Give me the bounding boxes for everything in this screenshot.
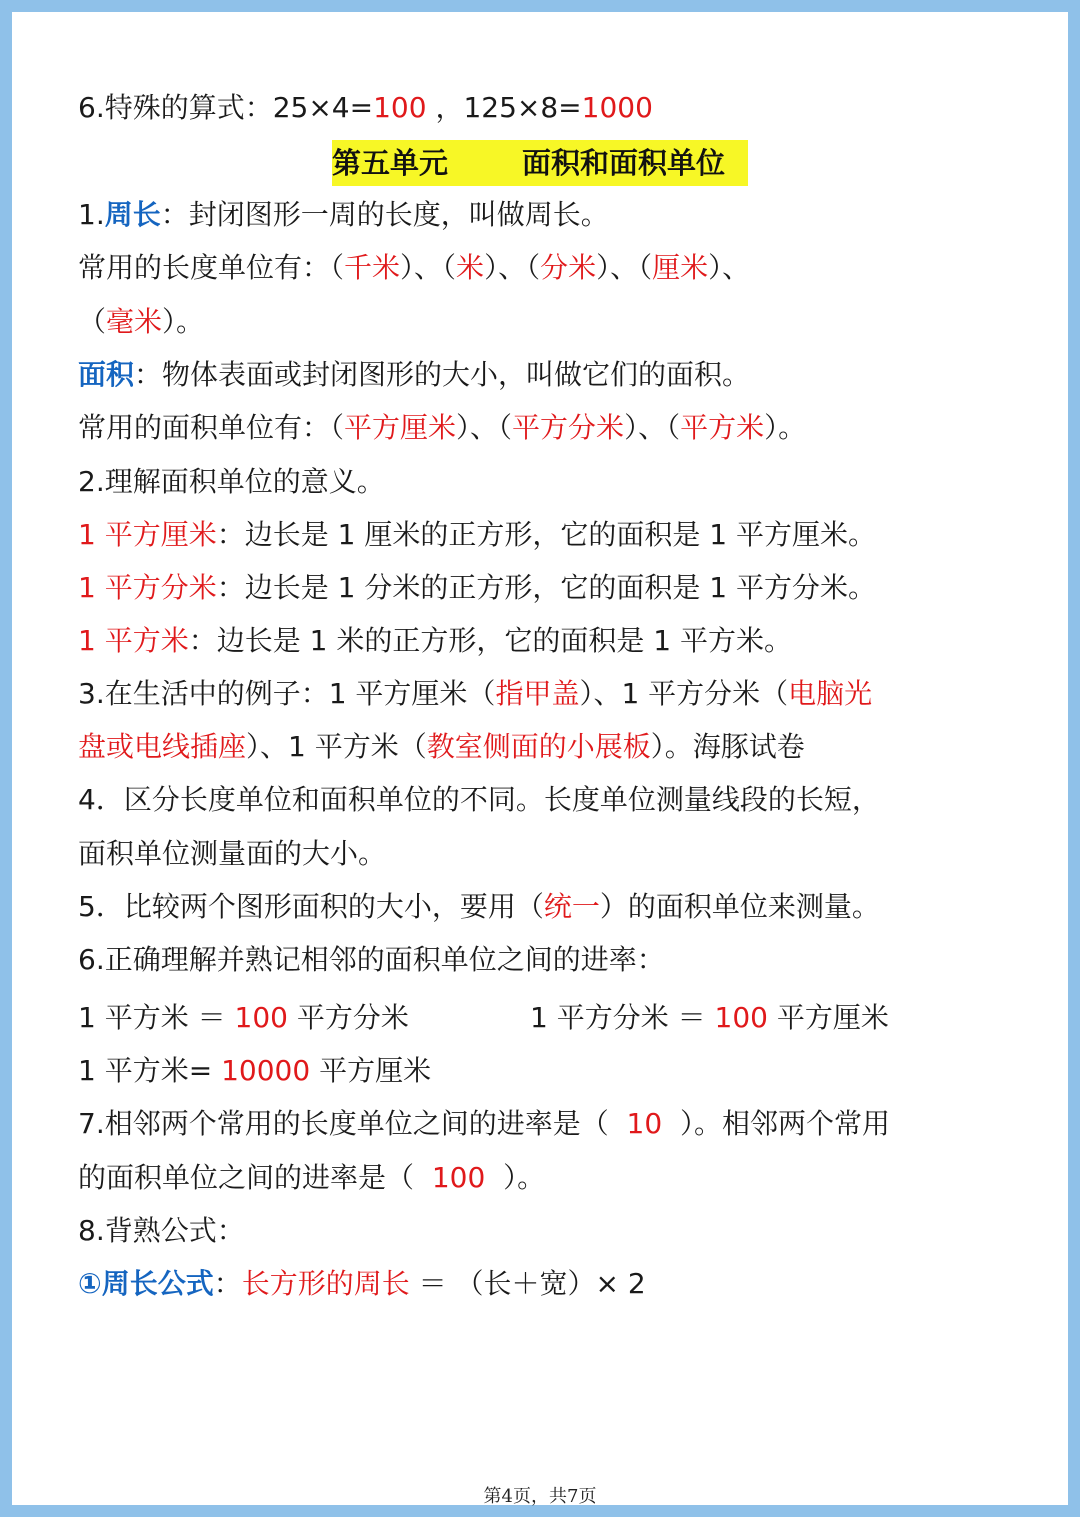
unit-meaning: ：边长是 1 米的正方形，它的面积是 1 平方米。 (188, 624, 792, 657)
section-text: ）的面积单位来测量。 (599, 890, 880, 923)
section-6-heading: 6.正确理解并熟记相邻的面积单位之间的进率： (78, 943, 665, 976)
unit-meaning-row (78, 621, 792, 661)
rate-answer: 10 (626, 1107, 663, 1140)
examples-line-2 (78, 727, 805, 767)
formula-answer: 100 (373, 91, 427, 124)
unit-term: 1 平方厘米 (78, 518, 217, 551)
unit-answer: 分米 (540, 251, 597, 284)
document-page (12, 12, 1068, 1505)
formula-text: 6.特殊的算式：25×4= (78, 91, 374, 124)
section-text: 7.相邻两个常用的长度单位之间的进率是（ (78, 1107, 609, 1140)
formula-colon: ： (213, 1267, 242, 1300)
page-footer: 第4页，共7页 (483, 1486, 597, 1507)
section-answer: 统一 (543, 890, 600, 923)
formula-label: ①周长公式 (78, 1267, 214, 1300)
rate-answer: 100 (431, 1161, 486, 1194)
separator: ）、（ (624, 411, 681, 444)
section-5-line (78, 887, 880, 927)
length-units-line-2 (78, 302, 204, 342)
section-4-line-2: 面积单位测量面的大小。 (78, 837, 387, 870)
unit-answer: 厘米 (652, 251, 709, 284)
definition-text: ：物体表面或封闭图形的大小，叫做它们的面积。 (134, 358, 751, 391)
examples-line-1 (78, 674, 872, 714)
example-answer: 电脑光 (788, 677, 873, 710)
unit-term: 1 平方米 (78, 624, 189, 657)
section-text: ）。 (503, 1161, 546, 1194)
section-7-line-2 (78, 1158, 545, 1198)
equation-text: 平方厘米 (776, 1001, 889, 1034)
unit-answer: 千米 (344, 251, 401, 284)
area-definition (78, 355, 750, 395)
units-intro: 常用的长度单位有：（ (78, 251, 345, 284)
unit-title (332, 140, 748, 186)
section-4-line-1: 4．区分长度单位和面积单位的不同。长度单位测量线段的长短， (78, 783, 880, 816)
special-formula-line (78, 88, 653, 128)
example-answer: 指甲盖 (495, 677, 580, 710)
area-units-line (78, 408, 806, 448)
perimeter-definition (78, 195, 609, 235)
example-answer: 教室侧面的小展板 (426, 730, 651, 763)
unit-answer: 米 (456, 251, 485, 284)
equation-text: 平方厘米 (319, 1054, 432, 1087)
item-number: 1. (78, 198, 105, 231)
example-text: ）、1 平方分米（ (579, 677, 789, 710)
unit-term: 1 平方分米 (78, 571, 217, 604)
formula-term: 长方形的周长 (241, 1267, 410, 1300)
separator: ）、（ (456, 411, 513, 444)
section-8-heading: 8.背熟公式： (78, 1214, 245, 1247)
unit-meaning-row (78, 568, 876, 608)
line-end: ）。 (162, 305, 205, 338)
conversion-3 (78, 1051, 431, 1091)
equation-text: 1 平方米 ＝ (78, 1001, 226, 1034)
bracket: （ (78, 305, 107, 338)
example-answer: 盘或电线插座 (78, 730, 247, 763)
equation-text: 1 平方分米 ＝ (530, 1001, 706, 1034)
section-text: 的面积单位之间的进率是（ (78, 1161, 415, 1194)
section-7-line-1 (78, 1104, 890, 1144)
unit-answer: 平方分米 (512, 411, 625, 444)
unit-answer: 毫米 (106, 305, 163, 338)
equation-text: 平方分米 (296, 1001, 409, 1034)
length-units-line (78, 248, 750, 288)
definition-text: ：封闭图形一周的长度，叫做周长。 (160, 198, 609, 231)
unit-answer: 平方米 (680, 411, 765, 444)
equation-text: 1 平方米= (78, 1054, 213, 1087)
unit-number: 第五单元 (332, 146, 449, 180)
example-text: 3.在生活中的例子：1 平方厘米（ (78, 677, 496, 710)
formula-answer: 1000 (581, 91, 653, 124)
example-text: ）。海豚试卷 (650, 730, 805, 763)
separator: ）、（ (484, 251, 541, 284)
unit-meaning: ：边长是 1 分米的正方形，它的面积是 1 平方分米。 (216, 571, 876, 604)
unit-meaning: ：边长是 1 厘米的正方形，它的面积是 1 平方厘米。 (216, 518, 876, 551)
conversion-value: 100 (234, 1001, 288, 1034)
perimeter-formula (78, 1264, 646, 1304)
conversion-value: 10000 (221, 1054, 311, 1087)
separator: ）、（ (400, 251, 457, 284)
section-2-heading: 2.理解面积单位的意义。 (78, 465, 385, 498)
conversion-1 (78, 998, 409, 1038)
example-text: ）、1 平方米（ (246, 730, 427, 763)
units-intro: 常用的面积单位有：（ (78, 411, 345, 444)
separator: ）、 (708, 251, 751, 284)
separator: ）、（ (596, 251, 653, 284)
line-end: ）。 (764, 411, 807, 444)
formula-expression: ＝ （长＋宽）× 2 (409, 1267, 646, 1300)
section-text: 5．比较两个图形面积的大小，要用（ (78, 890, 544, 923)
term-area: 面积 (78, 358, 135, 391)
formula-text: ，125×8= (426, 91, 582, 124)
conversion-2 (530, 998, 889, 1038)
unit-answer: 平方厘米 (344, 411, 457, 444)
section-text: ）。相邻两个常用 (679, 1107, 890, 1140)
conversion-value: 100 (714, 1001, 768, 1034)
term-perimeter: 周长 (104, 198, 161, 231)
unit-topic: 面积和面积单位 (522, 146, 726, 180)
unit-meaning-row (78, 515, 876, 555)
